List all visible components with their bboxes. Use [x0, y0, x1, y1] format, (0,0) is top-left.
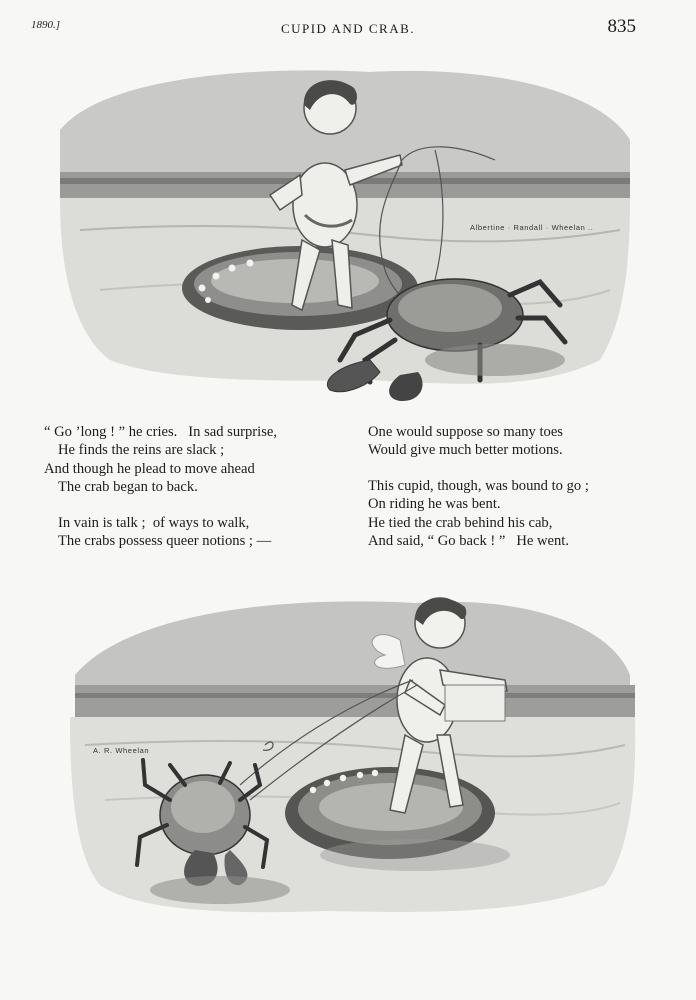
poem-line: This cupid, though, was bound to go ; [368, 477, 589, 494]
poem-line: On riding he was bent. [368, 496, 501, 513]
poem-line: “ Go ’long ! ” he cries. In sad surprise, [44, 424, 278, 440]
poem-stanza [368, 477, 589, 551]
poem-stanza [368, 423, 589, 460]
poem-stanza [44, 514, 277, 551]
bottom-illustration [45, 585, 645, 925]
bottom-illustration-signature: A. R. Wheelan [93, 746, 150, 755]
page-number: 835 [607, 16, 636, 37]
poem-line: In vain is talk ; of ways to walk, [58, 514, 250, 531]
poem-line: He finds the reins are slack ; [58, 442, 225, 459]
poem-line: The crab began to back. [58, 479, 198, 496]
header-date: 1890.] [31, 19, 61, 31]
top-illustration-signature: Albertine · Randall · Wheelan .. [470, 223, 594, 232]
page-header [0, 0, 696, 50]
cupid-driving-crab-drawing [40, 60, 640, 410]
header-title: CUPID AND CRAB. [280, 21, 416, 36]
poem-line: Would give much better motions. [368, 442, 563, 459]
poem-line: And though he plead to move ahead [44, 460, 255, 477]
cupid-crab-behind-cab-drawing [45, 585, 645, 925]
poem-left-column [44, 423, 277, 567]
top-illustration [40, 60, 640, 410]
poem-line: One would suppose so many toes [368, 424, 563, 440]
poem-stanza [44, 423, 277, 497]
poem-line: And said, “ Go back ! ” He went. [368, 533, 570, 550]
poem-line: He tied the crab behind his cab, [368, 514, 553, 531]
poem-line: The crabs possess queer notions ; — [58, 533, 272, 550]
poem-right-column [368, 423, 589, 567]
